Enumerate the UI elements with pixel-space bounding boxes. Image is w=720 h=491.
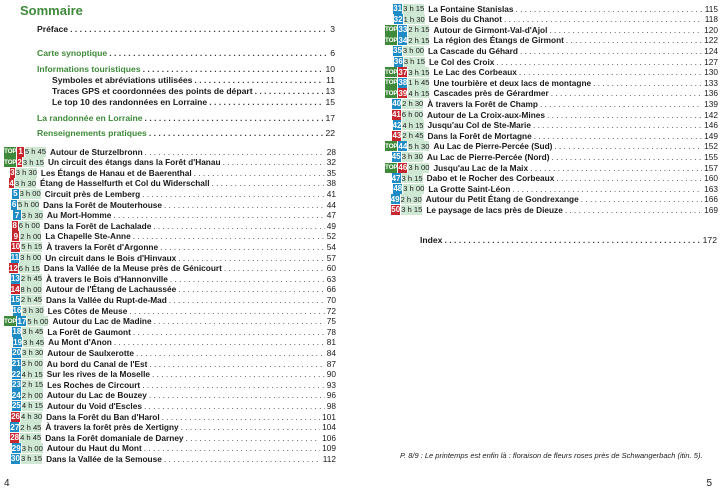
tour-entry[interactable] (385, 130, 718, 141)
tour-duration: 5 h 00 (27, 316, 49, 326)
tour-entry[interactable] (4, 305, 336, 316)
top-badge: TOP (4, 148, 17, 155)
tour-name: Autour de La Croix-aux-Mines (427, 109, 546, 120)
tour-name: Dans la Forêt du Ban d'Harol (46, 411, 160, 422)
tour-entry[interactable] (385, 120, 718, 131)
tour-name: Cascades près de Gérardmer (433, 88, 549, 99)
tour-name: Autour de Saulxerotte (47, 347, 134, 358)
tour-duration: 3 h 15 (22, 157, 44, 167)
index-label: Index (420, 235, 443, 245)
tour-name: Circuit près de Lemberg (44, 188, 141, 199)
tour-duration: 2 h 15 (21, 380, 44, 390)
tour-page: 122 (704, 35, 718, 46)
tour-entry[interactable] (4, 379, 336, 390)
page-title: Sommaire (20, 3, 83, 18)
tour-page: 120 (704, 24, 718, 35)
tour-duration: 6 h 00 (401, 110, 423, 119)
tour-entry[interactable] (385, 109, 718, 120)
tour-name: Jusqu'au Lac de la Maix (433, 162, 529, 173)
tour-duration: 4 h 30 (21, 412, 43, 421)
tour-entry[interactable] (385, 56, 718, 67)
tour-number: 49 (390, 194, 400, 204)
tour-entry[interactable] (4, 220, 336, 231)
toc-entry[interactable] (37, 48, 335, 59)
tour-duration: 2 h 45 (20, 422, 42, 432)
tour-page: 78 (326, 326, 336, 337)
tour-entry[interactable] (4, 358, 336, 369)
tour-name: Autour de l'Étang de Lachaussée (45, 284, 177, 295)
tour-entry[interactable] (4, 188, 336, 199)
toc-entry-page: 10 (325, 64, 335, 74)
tour-name: Dans la Vallée du Rupt-de-Mad (46, 294, 167, 305)
tour-duration: 2 h 15 (408, 35, 430, 45)
tour-name: Dabo et le Rocher des Corbeaux (426, 173, 555, 184)
tour-page: 109 (322, 443, 336, 454)
tour-name: La Forêt de Gaumont (47, 326, 131, 337)
tour-duration: 3 h 45 (22, 327, 44, 337)
tour-duration: 3 h 15 (20, 454, 43, 464)
tour-page: 155 (704, 151, 718, 162)
tour-name: La région des Étangs de Girmont (433, 35, 564, 46)
tour-page: 166 (704, 194, 718, 205)
tour-name: Autour du Lac de Madine (52, 316, 152, 327)
top-badge: TOP (385, 79, 398, 87)
tour-name: Dans la Forêt domaniale de Darney (45, 432, 184, 443)
tour-name: Les Roches de Circourt (47, 379, 141, 390)
index-entry[interactable] (420, 235, 717, 246)
tour-page: 115 (704, 3, 718, 14)
tour-page: 47 (326, 210, 336, 221)
tour-page: 72 (326, 305, 336, 316)
tour-number: 20 (12, 348, 22, 358)
tour-name: Un circuit des étangs dans la Forêt d'Hanau (48, 157, 221, 168)
toc-entry-page: 17 (325, 113, 335, 123)
tour-name: Autour du Void d'Escles (47, 400, 142, 411)
tour-number: 23 (12, 380, 21, 390)
tour-name: Dans la Vallée de la Semouse (46, 453, 162, 464)
tour-entry[interactable] (4, 273, 336, 284)
tour-page: 98 (326, 400, 336, 411)
tour-name: Dans la Vallée de la Meuse près de Génicourt (43, 263, 222, 274)
toc-entry-page: 13 (325, 86, 335, 96)
tour-duration: 3 h 30 (401, 152, 423, 162)
tour-entry[interactable] (385, 77, 718, 88)
index-page: 172 (702, 235, 717, 245)
tour-name: Au Lac de Pierre-Percée (Nord) (426, 151, 550, 162)
tour-page: 136 (704, 88, 718, 99)
tour-duration: 3 h 00 (408, 163, 430, 172)
top-badge: TOP (4, 317, 17, 325)
toc-entry[interactable] (37, 113, 335, 124)
top-badge: TOP (4, 158, 17, 166)
tour-name: Autour du Lac de Bouzey (46, 390, 147, 401)
tour-number: 6 (11, 200, 17, 209)
tour-number: 24 (11, 390, 21, 400)
tour-page: 118 (704, 14, 718, 25)
tour-page: 87 (326, 358, 336, 369)
tour-number: 28 (10, 433, 20, 443)
tour-entry[interactable] (385, 151, 718, 162)
page-number-left: 4 (4, 478, 10, 489)
tour-number: 2 (17, 157, 22, 167)
tour-number: 1 (18, 147, 23, 156)
tour-page: 146 (704, 120, 718, 131)
tour-duration: 2 h 45 (20, 295, 43, 305)
tour-page: 149 (704, 130, 718, 141)
tour-name: Les Côtes de Meuse (47, 305, 128, 316)
tour-entry[interactable] (4, 241, 336, 252)
tour-duration: 3 h 00 (402, 46, 425, 56)
tour-duration: 2 h 45 (402, 131, 424, 141)
tour-name: Le Lac des Corbeaux (433, 67, 517, 78)
toc-entry-label: Carte synoptique (37, 48, 108, 58)
tour-entry[interactable] (4, 411, 336, 422)
tour-page: 90 (326, 369, 336, 380)
tour-duration: 5 h 45 (24, 147, 47, 156)
tour-duration: 3 h 15 (408, 67, 430, 77)
tour-page: 38 (326, 178, 336, 189)
toc-entry-page: 6 (330, 48, 335, 58)
tour-duration: 5 h 15 (21, 242, 43, 252)
toc-entry-label: Symboles et abréviations utilisées (52, 75, 193, 85)
tour-number: 4 (9, 178, 14, 188)
tour-number: 27 (10, 422, 20, 432)
toc-entry-label: Informations touristiques (37, 64, 141, 74)
tour-entry[interactable] (4, 231, 336, 242)
tour-entry[interactable] (385, 183, 718, 194)
tour-number: 43 (392, 131, 402, 141)
photo-caption: P. 8/9 : Le printemps est enfin là : floraison de fleurs roses près de Schwangerbach (itin. 5). (400, 451, 703, 460)
tour-number: 45 (391, 152, 401, 162)
tour-duration: 5 h 00 (17, 200, 40, 209)
tour-name: À travers la Forêt de Champ (427, 98, 538, 109)
tour-duration: 3 h 30 (14, 178, 36, 188)
tour-number: 26 (11, 412, 21, 421)
tour-number: 50 (391, 205, 401, 215)
tour-entry[interactable] (4, 210, 336, 221)
tour-entry[interactable] (4, 400, 336, 411)
tour-name: Dans la Forêt de Mortagne (427, 130, 532, 141)
tour-name: La Grotte Saint-Léon (428, 183, 511, 194)
toc-entry-page: 3 (330, 24, 335, 34)
tour-number: 18 (12, 327, 22, 337)
tour-number: 12 (8, 263, 18, 273)
tour-number: 34 (398, 35, 408, 45)
tour-number: 48 (393, 184, 403, 194)
tour-entry[interactable] (385, 67, 718, 78)
tour-entry[interactable] (4, 422, 336, 433)
tour-page: 163 (704, 183, 718, 194)
tour-entry[interactable] (4, 199, 336, 210)
tour-number: 9 (13, 231, 19, 241)
top-badge: TOP (385, 26, 398, 34)
top-badge: TOP (385, 142, 398, 150)
tour-entry[interactable] (4, 146, 336, 157)
tour-duration: 3 h 15 (403, 57, 425, 66)
tour-number: 46 (398, 163, 408, 172)
top-badge: TOP (385, 164, 398, 171)
tour-entry[interactable] (4, 252, 336, 263)
tour-number: 47 (391, 173, 401, 183)
tour-name: Dans la Forêt de Lachalade (43, 220, 152, 231)
tour-entry[interactable] (385, 88, 718, 99)
tour-name: Autour de Sturzelbronn (50, 146, 143, 157)
toc-entry-label: Le top 10 des randonnées en Lorraine (52, 97, 208, 107)
toc-entry-page: 11 (326, 75, 335, 85)
tour-duration: 3 h 15 (401, 205, 423, 215)
tour-entry[interactable] (4, 316, 336, 327)
tour-duration: 5 h 30 (408, 141, 430, 151)
tour-entry[interactable] (4, 453, 336, 464)
tour-page: 142 (704, 109, 718, 120)
toc-entry-page: 15 (325, 97, 335, 107)
tour-name: Sur les rives de la Moselle (46, 369, 150, 380)
tour-entry[interactable] (385, 98, 718, 109)
tour-duration: 3 h 00 (403, 184, 425, 194)
tour-entry[interactable] (4, 284, 336, 295)
tour-page: 54 (326, 241, 336, 252)
tour-entry[interactable] (385, 3, 718, 14)
tour-entry[interactable] (385, 194, 718, 205)
tour-page: 139 (704, 98, 718, 109)
tour-name: Une tourbière et deux lacs de montagne (433, 77, 592, 88)
tour-page: 104 (322, 422, 336, 433)
tour-name: Le Bois du Chanot (428, 14, 502, 25)
toc-entry-label: Préface (37, 24, 69, 34)
toc-entry[interactable] (37, 128, 335, 139)
tour-number: 17 (17, 316, 27, 326)
tour-page: 81 (326, 337, 336, 348)
tour-number: 15 (11, 295, 20, 305)
tour-page: 32 (326, 157, 336, 168)
tour-number: 21 (11, 359, 21, 368)
tour-entry[interactable] (4, 390, 336, 401)
tour-duration: 3 h 30 (22, 348, 44, 358)
tour-entry[interactable] (385, 14, 718, 25)
tour-page: 41 (326, 188, 336, 199)
tour-number: 38 (398, 78, 408, 88)
tour-page: 169 (704, 204, 718, 215)
top-badge: TOP (385, 68, 398, 76)
tour-number: 5 (13, 189, 18, 199)
tour-name: Au Mort-Homme (46, 210, 112, 221)
tour-page: 106 (322, 432, 336, 443)
tour-number: 40 (392, 99, 402, 109)
tour-name: La Fontaine Stanislas (428, 3, 514, 14)
tour-entry[interactable] (385, 24, 718, 35)
tour-number: 35 (393, 46, 402, 56)
tour-name: Dans la Forêt de Mouterhouse (43, 199, 163, 210)
top-badge: TOP (385, 89, 398, 97)
tour-name: À travers la Forêt d'Argonne (46, 241, 159, 252)
tour-name: La Cascade du Géhard (428, 45, 518, 56)
tour-entry[interactable] (4, 294, 336, 305)
tour-page: 127 (704, 56, 718, 67)
tour-duration: 3 h 45 (23, 337, 45, 347)
tour-duration: 4 h 15 (408, 88, 430, 98)
tour-page: 130 (704, 67, 718, 78)
tour-entry[interactable] (385, 204, 718, 215)
tour-duration: 1 h 45 (408, 78, 430, 88)
tour-name: Autour du Haut du Mont (46, 443, 142, 454)
tour-name: Autour de Girmont-Val-d'Ajol (433, 24, 548, 35)
tour-page: 101 (322, 411, 336, 422)
tour-number: 10 (11, 242, 21, 252)
tour-duration: 3 h 00 (20, 253, 42, 262)
tour-name: Au Mont d'Anon (48, 337, 112, 348)
tour-page: 152 (704, 141, 718, 152)
tour-duration: 3 h 30 (22, 306, 44, 315)
tour-duration: 3 h 30 (21, 210, 43, 220)
tour-duration: 4 h 45 (20, 433, 42, 443)
tour-number: 39 (398, 88, 408, 98)
tour-number: 36 (393, 57, 403, 66)
tour-duration: 2 h 45 (20, 274, 42, 284)
tour-duration: 6 h 15 (18, 263, 40, 273)
tour-name: Au bord du Canal de l'Est (46, 358, 148, 369)
tour-number: 44 (398, 141, 408, 151)
tour-entry[interactable] (385, 141, 718, 152)
top-badge: TOP (385, 36, 398, 44)
toc-entry[interactable] (52, 97, 335, 108)
tour-page: 96 (326, 390, 336, 401)
tour-entry[interactable] (385, 35, 718, 46)
tour-entry[interactable] (4, 369, 336, 380)
toc-entry[interactable] (52, 75, 335, 86)
tour-number: 22 (11, 369, 21, 379)
tour-number: 30 (11, 454, 20, 464)
tour-entry[interactable] (385, 173, 718, 184)
toc-entry[interactable] (37, 24, 335, 35)
tour-page: 160 (704, 173, 718, 184)
tour-entry[interactable] (4, 326, 336, 337)
tour-page: 66 (326, 284, 336, 295)
tour-page: 63 (326, 273, 336, 284)
tour-entry[interactable] (385, 45, 718, 56)
tour-duration: 2 h 30 (402, 99, 424, 109)
tour-name: À travers la forêt près de Xertigny (45, 422, 179, 433)
tour-page: 93 (326, 379, 336, 390)
toc-entry-page: 22 (325, 128, 335, 138)
toc-entry[interactable] (52, 86, 335, 97)
tour-page: 70 (326, 294, 336, 305)
tour-entry[interactable] (4, 178, 336, 189)
tour-entry[interactable] (4, 443, 336, 454)
tour-duration: 2 h 00 (20, 231, 42, 241)
tour-duration: 4 h 15 (21, 369, 43, 379)
tour-name: Un circuit dans le Bois d'Hinvaux (45, 252, 177, 263)
right-page (360, 0, 720, 491)
tour-name: La Chapelle Ste-Anne (45, 231, 131, 242)
tour-duration: 3 h 15 (401, 173, 423, 183)
tour-name: Étang de Hasselfurth et Col du Widerschall (39, 178, 210, 189)
tour-page: 157 (704, 162, 718, 173)
tour-number: 31 (393, 4, 403, 13)
tour-duration: 3 h 00 (19, 189, 41, 199)
tour-page: 112 (322, 453, 336, 464)
tour-duration: 2 h 15 (408, 25, 430, 35)
tour-number: 16 (12, 306, 22, 315)
tour-duration: 3 h 00 (21, 443, 43, 453)
tour-number: 13 (10, 274, 20, 284)
tour-name: À travers le Bois d'Hannonville (46, 273, 168, 284)
tour-entry[interactable] (4, 337, 336, 348)
tour-number: 14 (10, 284, 20, 294)
tour-duration: 3 h 15 (403, 4, 425, 13)
tour-duration: 8 h 00 (20, 284, 42, 294)
toc-entry[interactable] (37, 64, 335, 75)
tour-number: 32 (393, 14, 403, 24)
tour-page: 52 (326, 231, 336, 242)
tour-page: 124 (704, 45, 718, 56)
tour-name: Les Étangs de Hanau et de Baerenthal (40, 167, 192, 178)
tour-number: 33 (398, 25, 408, 35)
tour-page: 75 (326, 316, 336, 327)
tour-entry[interactable] (4, 432, 336, 443)
tour-page: 28 (326, 146, 336, 157)
tour-duration: 2 h 30 (400, 194, 422, 204)
tour-number: 41 (391, 110, 401, 119)
tour-page: 57 (326, 252, 336, 263)
tour-number: 19 (13, 337, 23, 347)
tour-entry[interactable] (4, 347, 336, 358)
tour-duration: 1 h 30 (403, 14, 425, 24)
tour-duration: 4 h 15 (21, 401, 43, 411)
tour-page: 49 (326, 220, 336, 231)
tour-name: Le paysage de lacs près de Dieuze (426, 204, 563, 215)
toc-entry-label: Renseignements pratiques (37, 128, 147, 138)
tour-entry[interactable] (4, 157, 336, 168)
tour-page: 35 (326, 167, 336, 178)
tour-duration: 3 h 00 (21, 359, 43, 368)
tour-entry[interactable] (4, 167, 336, 178)
tour-name: Le Col des Croix (428, 56, 495, 67)
tour-number: 42 (392, 120, 402, 130)
toc-entry-label: Traces GPS et coordonnées des points de départ (52, 86, 253, 96)
tour-page: 44 (326, 199, 336, 210)
tour-duration: 2 h 00 (21, 390, 43, 400)
tour-page: 84 (326, 347, 336, 358)
tour-entry[interactable] (4, 263, 336, 274)
tour-number: 7 (14, 210, 20, 220)
tour-page: 60 (326, 263, 336, 274)
tour-page: 133 (704, 77, 718, 88)
page-number-right: 5 (706, 478, 712, 489)
toc-entry-label: La randonnée en Lorraine (37, 113, 143, 123)
tour-number: 29 (11, 443, 21, 453)
tour-duration: 3 h 30 (15, 168, 37, 178)
tour-number: 8 (12, 221, 17, 231)
tour-name: Autour du Petit Étang de Gondrexange (425, 194, 579, 205)
tour-number: 37 (398, 67, 408, 77)
tour-number: 11 (10, 253, 20, 262)
tour-duration: 4 h 15 (402, 120, 424, 130)
tour-entry[interactable] (385, 162, 718, 173)
tour-number: 25 (11, 401, 21, 411)
tour-duration: 6 h 00 (18, 221, 40, 231)
tour-number: 3 (10, 168, 15, 178)
tour-name: Au Lac de Pierre-Percée (Sud) (433, 141, 553, 152)
tour-name: Jusqu'au Col de Ste-Marie (427, 120, 531, 131)
